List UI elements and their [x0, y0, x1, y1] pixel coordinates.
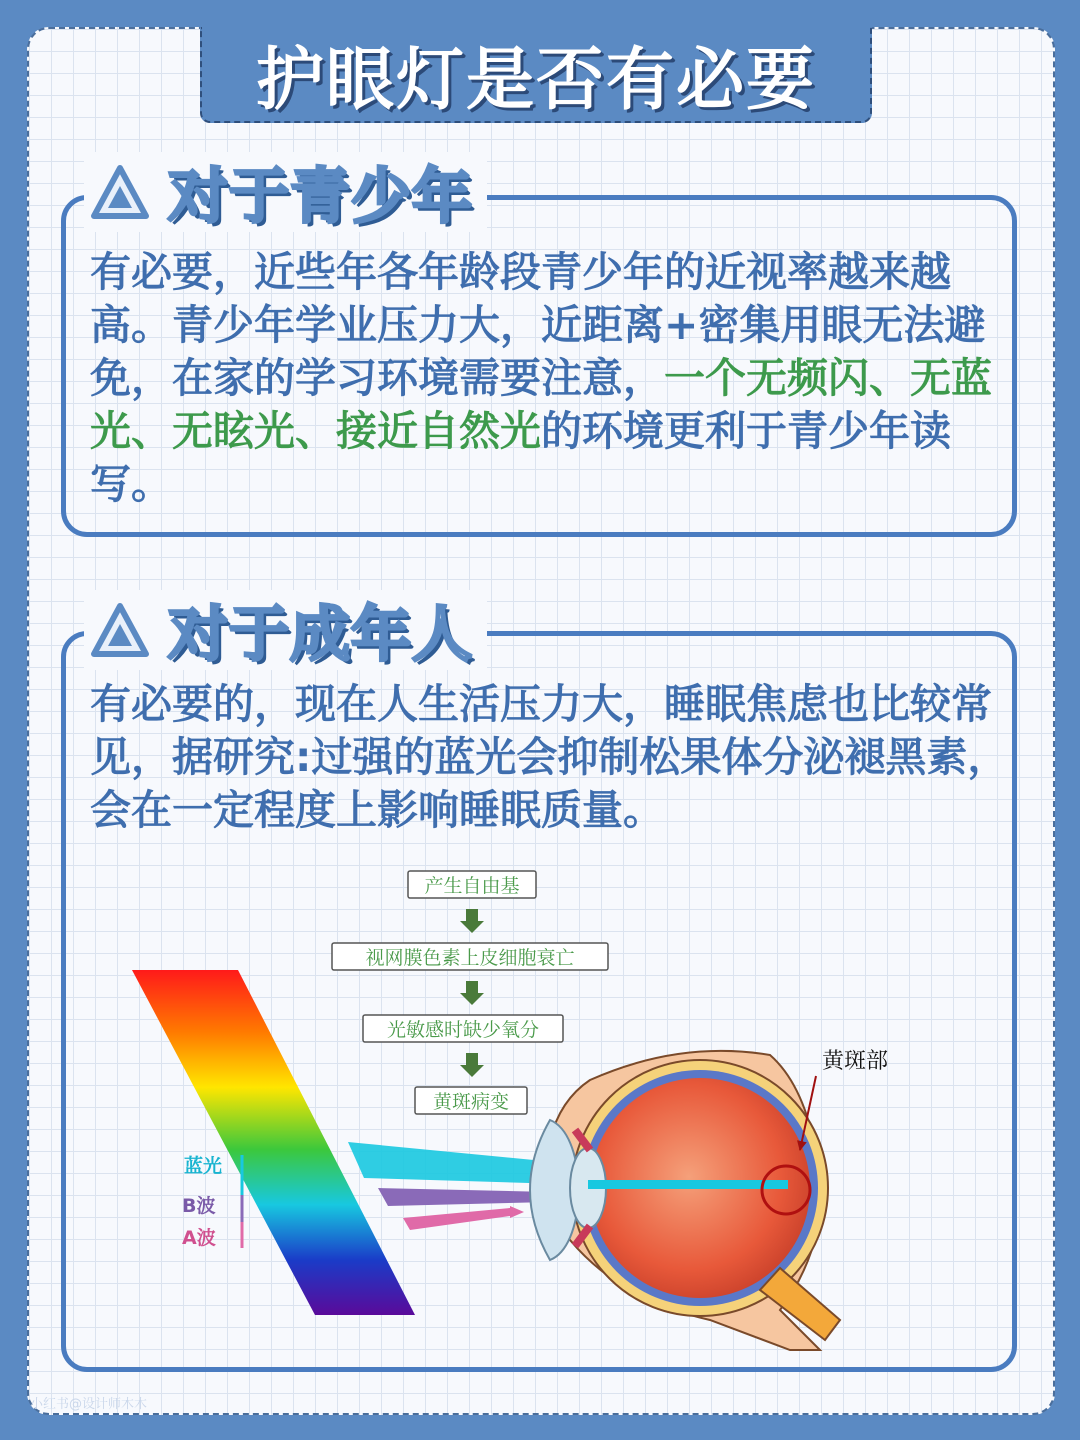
macula-label: 黄斑部 — [822, 1049, 889, 1074]
blue-light-label: 蓝光 — [184, 1155, 223, 1177]
triangle-warning-icon — [90, 164, 150, 220]
b-wave-label: B波 — [182, 1195, 216, 1217]
eye-blue-light-diagram — [120, 850, 940, 1370]
title-banner — [200, 27, 872, 123]
flow-step-2: 视网膜色素上皮细胞衰亡 — [365, 947, 575, 969]
teen-section-heading — [84, 152, 487, 232]
teen-section-text — [90, 246, 1010, 511]
teen-section-title: 对于青少年 — [168, 162, 473, 232]
flow-step-3: 光敏感时缺少氧分 — [386, 1019, 540, 1041]
a-wave-label: A波 — [182, 1227, 216, 1249]
page-title: 护眼灯是否有必要 — [255, 40, 816, 120]
teen-text-part2: 的环境更利于青少年读写。 — [90, 407, 951, 508]
adult-section-title: 对于成年人 — [168, 600, 473, 670]
flow-step-1: 产生自由基 — [424, 875, 520, 897]
teen-text-highlight: 一个无频闪、无蓝光、无眩光、接近自然光 — [90, 354, 992, 455]
teen-text-part1: 有必要，近些年各年龄段青少年的近视率越来越高。青少年学业压力大，近距离+密集用眼无法避免，在家的学习环境需要注意， — [90, 248, 986, 402]
flowchart — [332, 871, 608, 1114]
flow-step-4: 黄斑病变 — [432, 1091, 510, 1113]
watermark: 小红书@设计师木木 — [30, 1397, 148, 1412]
adult-section-text: 有必要的，现在人生活压力大，睡眠焦虑也比较常见，据研究:过强的蓝光会抑制松果体分泌褪黑素，会在一定程度上影响睡眠质量。 — [90, 680, 1009, 834]
adult-section-heading — [84, 590, 487, 670]
triangle-warning-icon — [90, 602, 150, 658]
